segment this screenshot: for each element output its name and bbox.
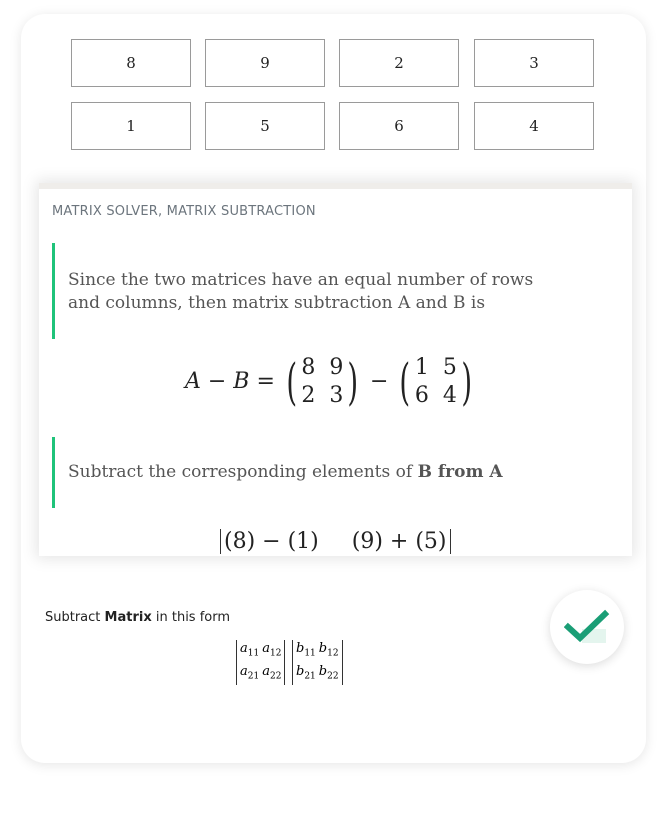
checkmark-icon	[564, 607, 610, 647]
step-2-text: Subtract the corresponding elements of	[68, 462, 413, 482]
matrix-cell-1-1[interactable]: 8	[71, 39, 191, 87]
matrix-cell-1-3[interactable]: 2	[339, 39, 459, 87]
partial-elem-2: (9) + (5)	[352, 529, 451, 554]
matrix-cell-2-1[interactable]: 1	[71, 102, 191, 150]
paren-left-b: (	[399, 353, 411, 411]
step-2	[52, 437, 548, 508]
paren-left-a: (	[286, 353, 298, 411]
partial-elem-1: (8) − (1)	[220, 529, 319, 554]
matrix-a: 8 9 2 3	[301, 355, 344, 408]
matrix-b: 1 5 6 4	[414, 355, 457, 408]
equation-lhs: A − B =	[185, 369, 275, 394]
step-1	[52, 243, 548, 339]
partial-row	[220, 529, 451, 554]
determinant-b: $b_{11}$ $b_{12}$ $b_{21}$ $b_{22}$	[292, 640, 343, 685]
minus-sign: −	[369, 369, 389, 394]
matrix-cell-2-3[interactable]: 6	[339, 102, 459, 150]
subtraction-equation	[185, 355, 476, 409]
solution-title: MATRIX SOLVER, MATRIX SUBTRACTION	[52, 204, 316, 219]
matrix-cell-2-2[interactable]: 5	[205, 102, 325, 150]
determinant-a: $a_{11}$ $a_{12}$ $a_{21}$ $a_{22}$	[236, 640, 285, 685]
matrix-cell-1-2[interactable]: 9	[205, 39, 325, 87]
check-button[interactable]	[550, 590, 624, 664]
matrix-cell-1-4[interactable]: 3	[474, 39, 594, 87]
paren-right-b: )	[461, 353, 473, 411]
step-2-bold: B from A	[417, 462, 503, 482]
form-hint: Subtract Matrix in this form	[45, 610, 231, 625]
matrix-cell-2-4[interactable]: 4	[474, 102, 594, 150]
step-1-text: Since the two matrices have an equal number of rows and columns, then matrix subtraction A and B is	[68, 270, 534, 313]
solution-panel[interactable]	[39, 183, 632, 556]
paren-right-a: )	[347, 353, 359, 411]
